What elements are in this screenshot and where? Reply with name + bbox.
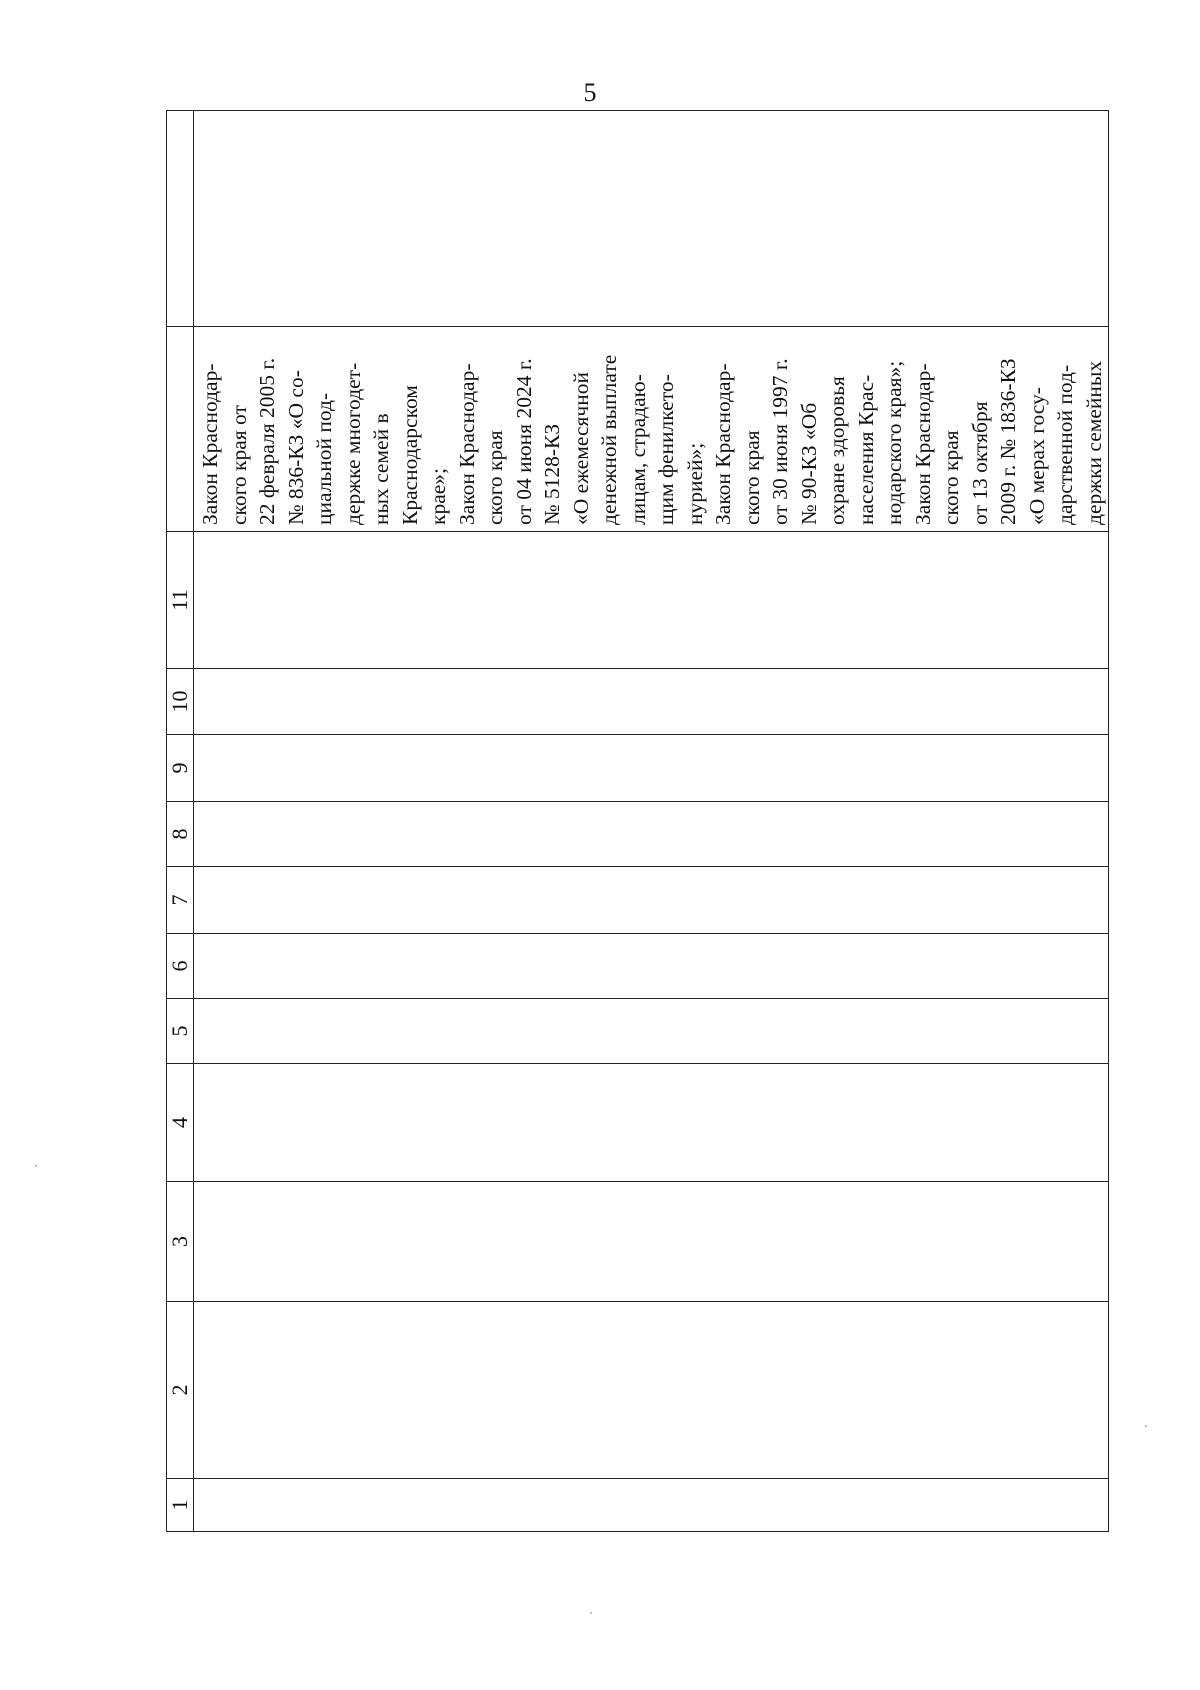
law-text-line: Краснодарском xyxy=(397,385,422,525)
table-cell xyxy=(194,1479,1109,1532)
rotated-table xyxy=(166,111,1106,1532)
law-text-line: ского края от xyxy=(226,405,251,525)
table-cell xyxy=(194,1182,1109,1302)
column-number: 2 xyxy=(167,1302,194,1479)
law-text-line: дарственной под- xyxy=(1053,364,1077,525)
column-number xyxy=(167,327,194,532)
scan-speck xyxy=(1145,1425,1147,1427)
law-text-line: ных семей в xyxy=(369,413,393,525)
column-number: 4 xyxy=(167,1064,194,1182)
law-text-line: «О ежемесячной xyxy=(568,372,593,525)
table-cell xyxy=(194,111,1109,327)
law-text-line: держки семейных xyxy=(1081,360,1106,525)
table-cell xyxy=(194,802,1109,867)
law-text-line: от 04 июня 2024 г. xyxy=(511,358,536,525)
law-text-line: от 13 октября xyxy=(967,401,992,525)
table-cell xyxy=(194,532,1109,669)
column-number: 1 xyxy=(167,1479,194,1532)
law-text-line: щим фенилкето- xyxy=(654,374,678,525)
law-text-line: нурией»; xyxy=(682,442,707,525)
law-text-line: ского края xyxy=(939,430,963,525)
table-cell xyxy=(194,735,1109,802)
law-text-line: крае»; xyxy=(426,467,450,525)
law-text-line: от 30 июня 1997 г. xyxy=(768,358,792,525)
table-cell xyxy=(194,934,1109,999)
law-text-line: нодарского края»; xyxy=(882,360,906,525)
law-text-line: 22 февраля 2005 г. xyxy=(255,357,279,525)
table-cell xyxy=(194,867,1109,934)
law-text-line: Закон Краснодар- xyxy=(910,363,935,525)
law-text-line: 2009 г. № 1836-КЗ xyxy=(996,358,1020,525)
law-text-line: ского края xyxy=(483,430,507,525)
column-number: 5 xyxy=(167,999,194,1064)
law-text-line: Закон Краснодар- xyxy=(198,363,222,525)
table-cell xyxy=(194,999,1109,1064)
law-text-line: циальной под- xyxy=(312,392,336,525)
law-text-line: «О мерах госу- xyxy=(1024,387,1049,525)
column-number: 9 xyxy=(167,735,194,802)
law-text-line: № 836-КЗ «О со- xyxy=(283,370,308,525)
law-references-cell xyxy=(194,327,1109,532)
law-text-line: ского края xyxy=(739,430,764,525)
law-text-line: населения Крас- xyxy=(853,374,878,525)
column-number: 7 xyxy=(167,867,194,934)
law-text-line: держке многодет- xyxy=(340,362,365,525)
scan-speck xyxy=(590,1612,592,1614)
table-row xyxy=(194,111,1109,1532)
law-text-line: охране здоровья xyxy=(825,376,849,525)
data-table xyxy=(166,110,1109,1532)
law-text-line: денежной выплате xyxy=(597,354,621,525)
column-number: 6 xyxy=(167,934,194,999)
scan-speck xyxy=(35,1165,37,1167)
column-number: 10 xyxy=(167,669,194,735)
column-number: 3 xyxy=(167,1182,194,1302)
column-number-row xyxy=(167,111,194,1532)
table-cell xyxy=(194,669,1109,735)
table-cell xyxy=(194,1064,1109,1182)
law-text-line: № 90-КЗ «Об xyxy=(796,402,821,525)
law-text-line: № 5128-КЗ xyxy=(540,423,564,525)
page-number: 5 xyxy=(583,78,597,107)
column-number: 11 xyxy=(167,532,194,669)
column-number xyxy=(167,111,194,327)
law-text-line: Закон Краснодар- xyxy=(711,363,735,525)
law-text-line: Закон Краснодар- xyxy=(454,363,479,525)
column-number: 8 xyxy=(167,802,194,867)
table-cell xyxy=(194,1302,1109,1479)
law-text-line: лицам, страдаю- xyxy=(625,374,650,525)
